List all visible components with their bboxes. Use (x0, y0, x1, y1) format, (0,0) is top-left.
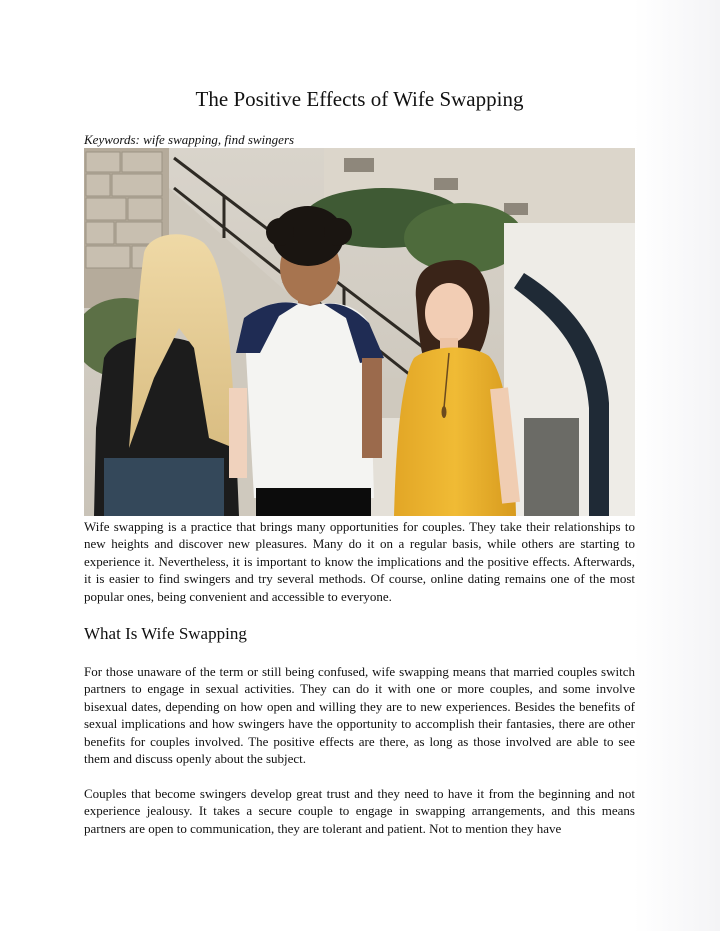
trust-paragraph: Couples that become swingers develop great trust and they need to have it from the beginning and not experience jealousy. It takes a secure couple to engage in swapping arrangements, and this means partners are open to communication, they are tolerant and patient. Not to mention they have (84, 786, 635, 836)
document-title: The Positive Effects of Wife Swapping (195, 87, 524, 111)
intro-paragraph: Wife swapping is a practice that brings many opportunities for couples. They take their relationships to new heights and discover new pleasures. Many do it on a regular basis, while others are starting to experience it. Nevertheless, it is important to know the implications and the positive effects. Afterwards, it is easier to find swingers and try several methods. Of course, online dating remains one of the most popular ones, being convenient and accessible to everyone. (84, 519, 635, 604)
section-heading: What Is Wife Swapping (84, 624, 247, 643)
definition-paragraph: For those unaware of the term or still being confused, wife swapping means that married couples switch partners to engage in sexual activities. They can do it with one or more couples, and some involve bisexual dates, depending on how open and willing they are to new experiences. Besides the benefits of sexual implications and how swingers have the opportunity to accomplish their fantasies, there are other benefits for couples involved. The positive effects are there, as long as those involved are able to see them and discuss openly about the subject. (84, 664, 635, 767)
keywords-line: Keywords: wife swapping, find swingers (84, 132, 295, 147)
photo-of-four-young-people-talking-icon (84, 148, 635, 516)
